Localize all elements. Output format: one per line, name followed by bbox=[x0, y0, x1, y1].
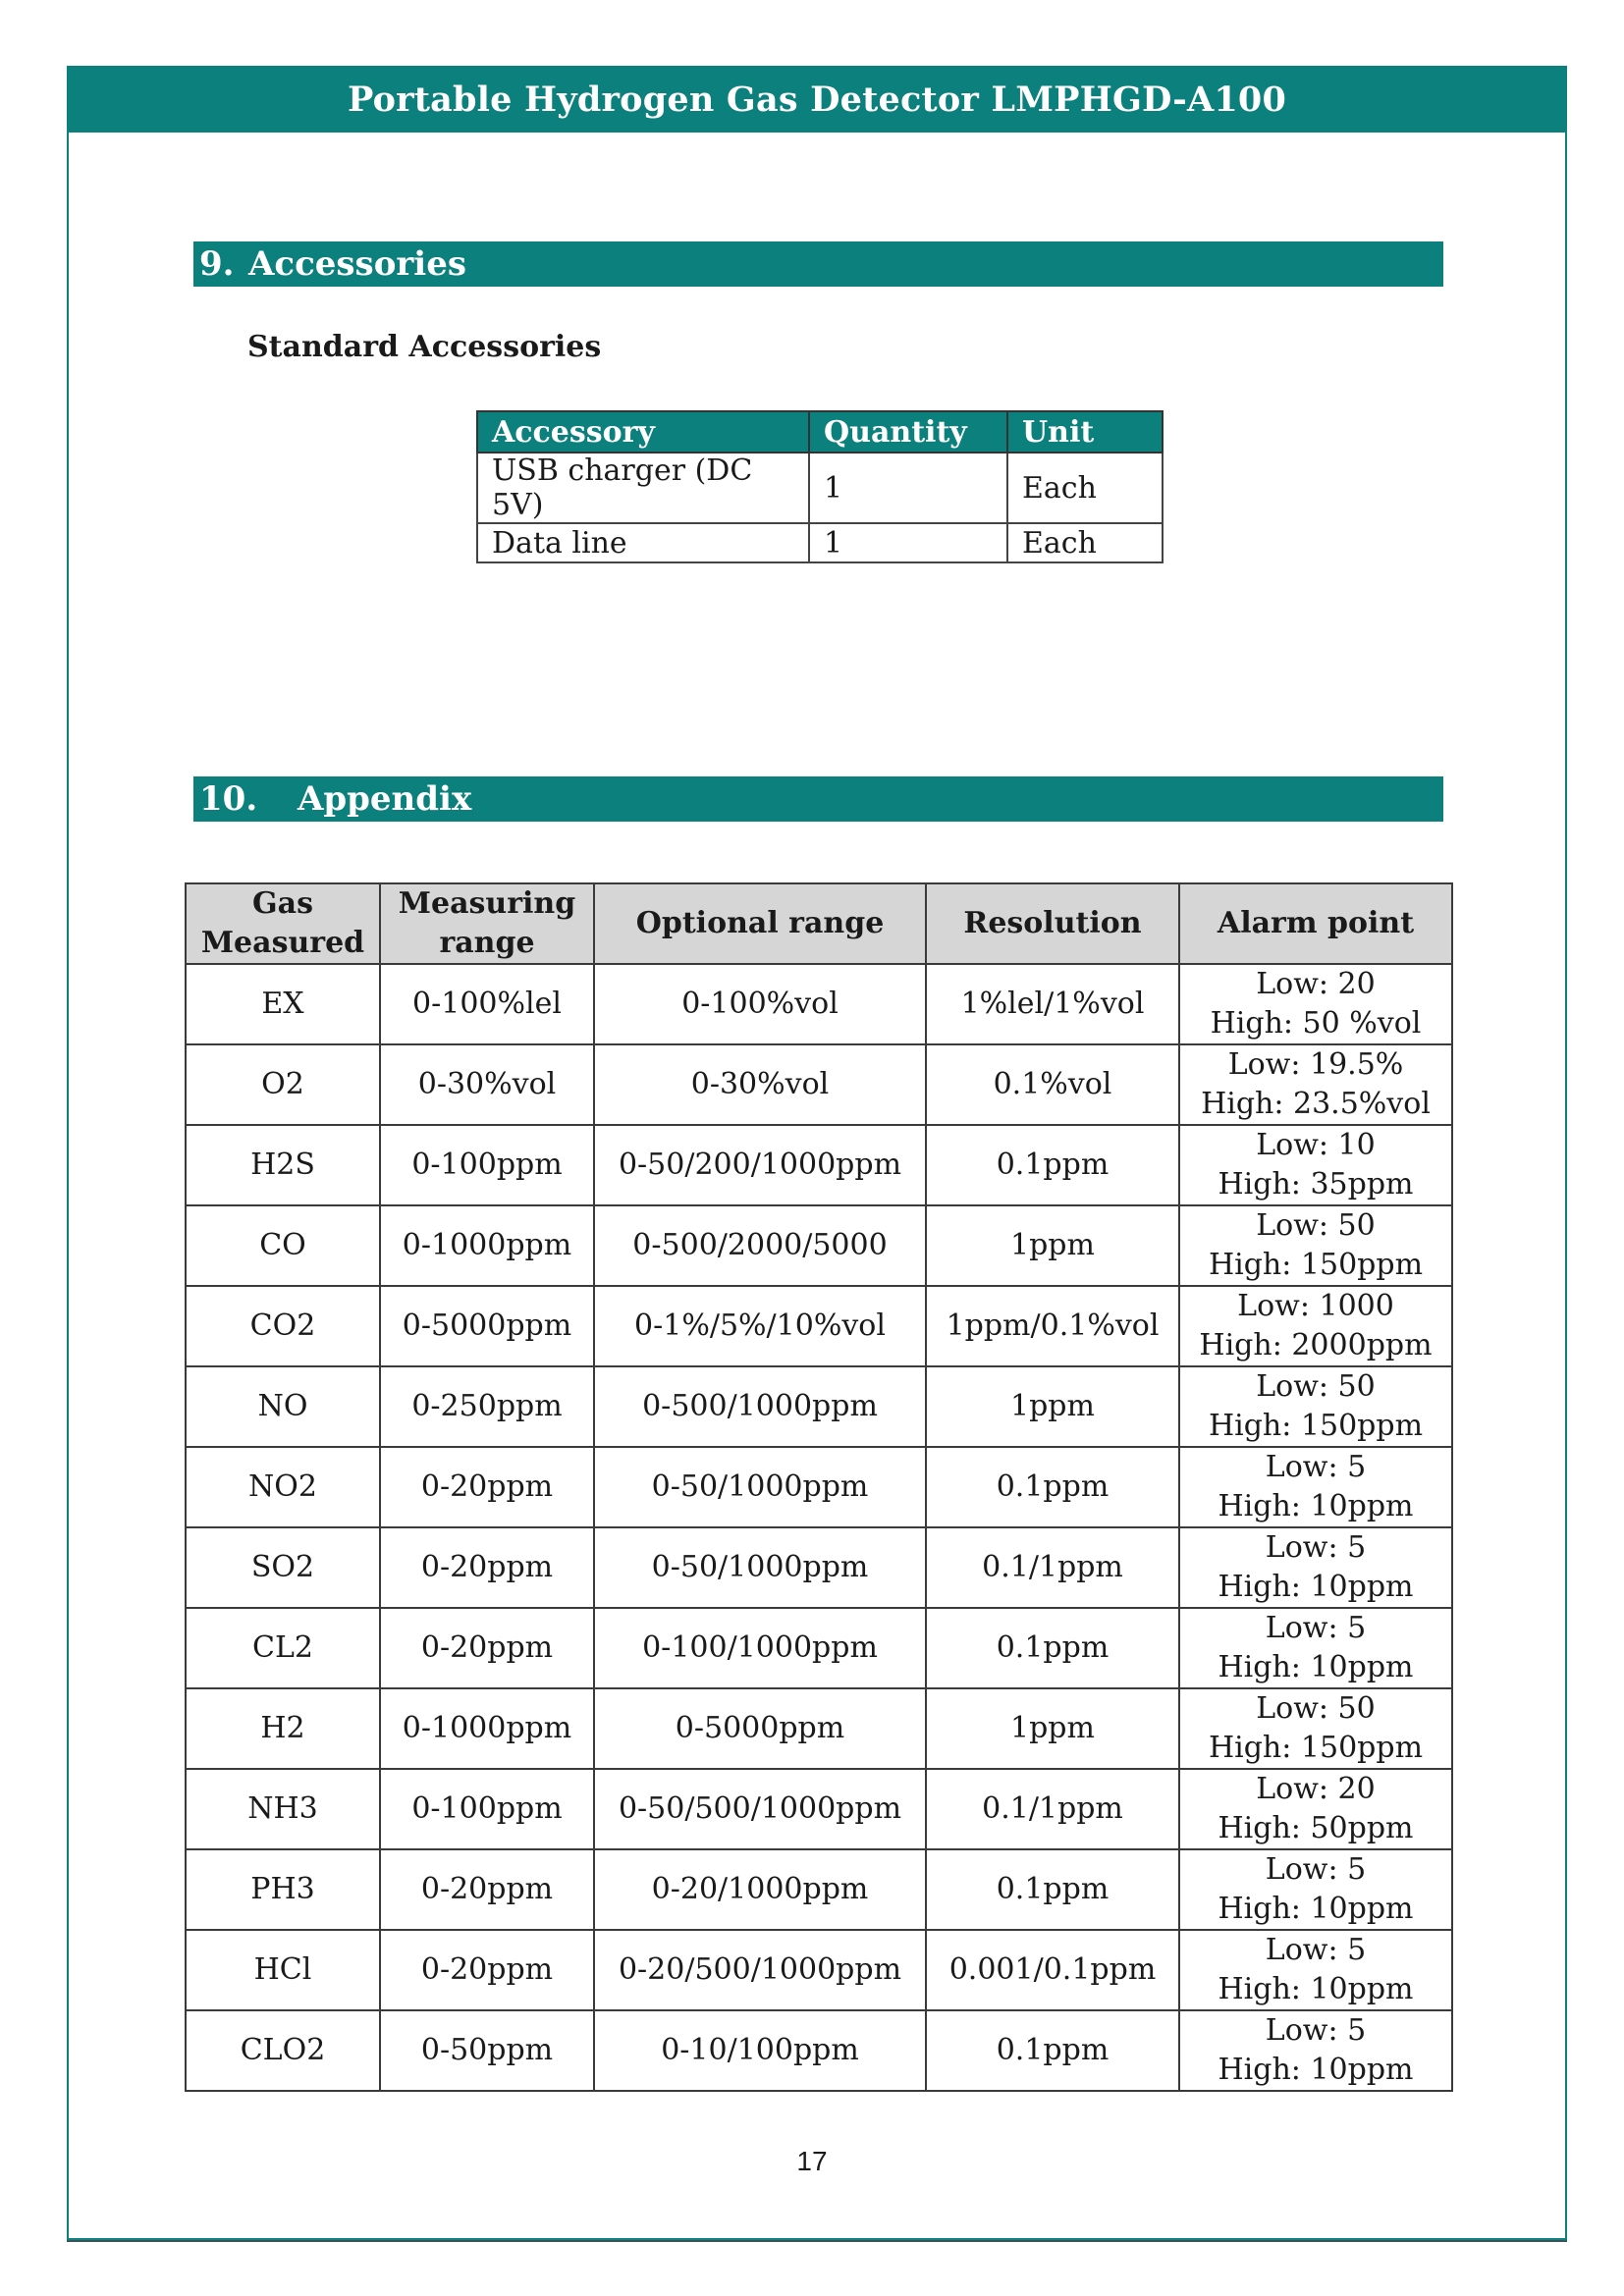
alarm-low: Low: 20 bbox=[1256, 1772, 1376, 1806]
section-number: 9. bbox=[199, 244, 235, 284]
table-row bbox=[186, 1205, 1452, 1286]
column-header: Optional range bbox=[594, 883, 926, 964]
cell-optional: 0-100%vol bbox=[594, 964, 926, 1044]
cell-measuring: 0-20ppm bbox=[380, 1527, 594, 1608]
cell-measuring: 0-100%lel bbox=[380, 964, 594, 1044]
cell-alarm-point bbox=[1179, 1205, 1452, 1286]
alarm-high: High: 10ppm bbox=[1218, 1489, 1414, 1523]
table-row bbox=[477, 453, 1163, 523]
cell-measuring: 0-20ppm bbox=[380, 1447, 594, 1527]
cell-alarm-point bbox=[1179, 1366, 1452, 1447]
section-heading-accessories bbox=[193, 241, 1443, 287]
cell-optional: 0-20/500/1000ppm bbox=[594, 1930, 926, 2010]
section-title: Appendix bbox=[298, 779, 472, 819]
accessories-table bbox=[476, 410, 1164, 563]
cell-alarm-point bbox=[1179, 1769, 1452, 1849]
section-title: Accessories bbox=[248, 244, 466, 284]
cell-optional: 0-5000ppm bbox=[594, 1688, 926, 1769]
table-header-row bbox=[186, 883, 1452, 964]
column-header: Alarm point bbox=[1179, 883, 1452, 964]
table-cell: 1 bbox=[809, 523, 1007, 562]
cell-optional: 0-1%/5%/10%vol bbox=[594, 1286, 926, 1366]
cell-gas: EX bbox=[186, 964, 380, 1044]
cell-alarm-point bbox=[1179, 1930, 1452, 2010]
alarm-low: Low: 5 bbox=[1265, 2013, 1367, 2048]
alarm-high: High: 10ppm bbox=[1218, 1972, 1414, 2006]
alarm-high: High: 2000ppm bbox=[1199, 1328, 1433, 1362]
cell-resolution: 1ppm/0.1%vol bbox=[926, 1286, 1179, 1366]
cell-alarm-point bbox=[1179, 1849, 1452, 1930]
cell-optional: 0-50/1000ppm bbox=[594, 1447, 926, 1527]
cell-measuring: 0-20ppm bbox=[380, 1849, 594, 1930]
cell-resolution: 1ppm bbox=[926, 1688, 1179, 1769]
table-cell: USB charger (DC 5V) bbox=[477, 453, 809, 523]
page-number: 17 bbox=[796, 2146, 828, 2176]
cell-alarm-point bbox=[1179, 1286, 1452, 1366]
cell-gas: CLO2 bbox=[186, 2010, 380, 2091]
alarm-low: Low: 50 bbox=[1256, 1208, 1376, 1243]
cell-measuring: 0-30%vol bbox=[380, 1044, 594, 1125]
cell-resolution: 1ppm bbox=[926, 1366, 1179, 1447]
cell-measuring: 0-20ppm bbox=[380, 1608, 594, 1688]
table-row bbox=[186, 2010, 1452, 2091]
table-row bbox=[186, 1286, 1452, 1366]
cell-optional: 0-10/100ppm bbox=[594, 2010, 926, 2091]
cell-gas: HCl bbox=[186, 1930, 380, 2010]
column-header: Quantity bbox=[809, 411, 1007, 453]
cell-gas: NH3 bbox=[186, 1769, 380, 1849]
cell-resolution: 1%lel/1%vol bbox=[926, 964, 1179, 1044]
column-header: Measuring range bbox=[380, 883, 594, 964]
cell-gas: H2S bbox=[186, 1125, 380, 1205]
cell-measuring: 0-5000ppm bbox=[380, 1286, 594, 1366]
cell-optional: 0-50/200/1000ppm bbox=[594, 1125, 926, 1205]
cell-gas: SO2 bbox=[186, 1527, 380, 1608]
table-cell: Each bbox=[1007, 523, 1163, 562]
cell-alarm-point bbox=[1179, 1608, 1452, 1688]
cell-resolution: 0.1ppm bbox=[926, 1608, 1179, 1688]
cell-alarm-point bbox=[1179, 1125, 1452, 1205]
alarm-low: Low: 5 bbox=[1265, 1933, 1367, 1967]
table-cell: 1 bbox=[809, 453, 1007, 523]
cell-gas: NO bbox=[186, 1366, 380, 1447]
table-row bbox=[186, 1044, 1452, 1125]
gas-spec-table bbox=[185, 882, 1453, 2092]
alarm-low: Low: 19.5% bbox=[1227, 1047, 1404, 1082]
alarm-low: Low: 5 bbox=[1265, 1450, 1367, 1484]
table-cell: Data line bbox=[477, 523, 809, 562]
document-header bbox=[67, 66, 1567, 133]
alarm-high: High: 150ppm bbox=[1208, 1731, 1424, 1765]
alarm-low: Low: 50 bbox=[1256, 1369, 1376, 1404]
table-row bbox=[186, 1447, 1452, 1527]
cell-measuring: 0-100ppm bbox=[380, 1769, 594, 1849]
cell-resolution: 0.1/1ppm bbox=[926, 1769, 1179, 1849]
table-row bbox=[186, 964, 1452, 1044]
alarm-high: High: 35ppm bbox=[1218, 1167, 1414, 1201]
cell-measuring: 0-20ppm bbox=[380, 1930, 594, 2010]
cell-resolution: 0.1ppm bbox=[926, 2010, 1179, 2091]
cell-resolution: 0.1%vol bbox=[926, 1044, 1179, 1125]
alarm-high: High: 10ppm bbox=[1218, 1570, 1414, 1604]
table-row bbox=[477, 523, 1163, 562]
cell-optional: 0-500/2000/5000 bbox=[594, 1205, 926, 1286]
cell-alarm-point bbox=[1179, 1044, 1452, 1125]
table-row bbox=[186, 1125, 1452, 1205]
table-row bbox=[186, 1930, 1452, 2010]
cell-alarm-point bbox=[1179, 1527, 1452, 1608]
alarm-high: High: 10ppm bbox=[1218, 2053, 1414, 2087]
table-row bbox=[186, 1849, 1452, 1930]
cell-measuring: 0-1000ppm bbox=[380, 1688, 594, 1769]
cell-optional: 0-20/1000ppm bbox=[594, 1849, 926, 1930]
cell-optional: 0-50/500/1000ppm bbox=[594, 1769, 926, 1849]
column-header: Unit bbox=[1007, 411, 1163, 453]
alarm-low: Low: 5 bbox=[1265, 1852, 1367, 1887]
cell-measuring: 0-100ppm bbox=[380, 1125, 594, 1205]
alarm-high: High: 50 %vol bbox=[1210, 1006, 1422, 1041]
alarm-high: High: 10ppm bbox=[1218, 1650, 1414, 1684]
alarm-low: Low: 20 bbox=[1256, 967, 1376, 1001]
cell-resolution: 0.1/1ppm bbox=[926, 1527, 1179, 1608]
cell-resolution: 0.1ppm bbox=[926, 1447, 1179, 1527]
alarm-low: Low: 5 bbox=[1265, 1611, 1367, 1645]
column-header: Gas Measured bbox=[186, 883, 380, 964]
column-header: Accessory bbox=[477, 411, 809, 453]
cell-gas: NO2 bbox=[186, 1447, 380, 1527]
table-row bbox=[186, 1608, 1452, 1688]
alarm-high: High: 23.5%vol bbox=[1201, 1087, 1431, 1121]
alarm-high: High: 150ppm bbox=[1208, 1409, 1424, 1443]
cell-optional: 0-30%vol bbox=[594, 1044, 926, 1125]
section-number: 10. bbox=[199, 779, 258, 819]
table-row bbox=[186, 1769, 1452, 1849]
column-header: Resolution bbox=[926, 883, 1179, 964]
cell-gas: PH3 bbox=[186, 1849, 380, 1930]
table-row bbox=[186, 1688, 1452, 1769]
cell-gas: CL2 bbox=[186, 1608, 380, 1688]
table-row bbox=[186, 1527, 1452, 1608]
alarm-high: High: 150ppm bbox=[1208, 1248, 1424, 1282]
alarm-high: High: 50ppm bbox=[1218, 1811, 1414, 1845]
cell-resolution: 0.1ppm bbox=[926, 1125, 1179, 1205]
cell-alarm-point bbox=[1179, 1688, 1452, 1769]
table-header-row bbox=[477, 411, 1163, 453]
cell-alarm-point bbox=[1179, 964, 1452, 1044]
cell-gas: CO2 bbox=[186, 1286, 380, 1366]
cell-measuring: 0-50ppm bbox=[380, 2010, 594, 2091]
document-title: Portable Hydrogen Gas Detector LMPHGD-A100 bbox=[348, 79, 1286, 120]
cell-alarm-point bbox=[1179, 2010, 1452, 2091]
cell-measuring: 0-1000ppm bbox=[380, 1205, 594, 1286]
alarm-low: Low: 50 bbox=[1256, 1691, 1376, 1726]
section-heading-appendix bbox=[193, 776, 1443, 822]
table-row bbox=[186, 1366, 1452, 1447]
cell-alarm-point bbox=[1179, 1447, 1452, 1527]
alarm-high: High: 10ppm bbox=[1218, 1892, 1414, 1926]
alarm-low: Low: 5 bbox=[1265, 1530, 1367, 1565]
cell-resolution: 1ppm bbox=[926, 1205, 1179, 1286]
cell-measuring: 0-250ppm bbox=[380, 1366, 594, 1447]
table-cell: Each bbox=[1007, 453, 1163, 523]
cell-optional: 0-50/1000ppm bbox=[594, 1527, 926, 1608]
cell-resolution: 0.001/0.1ppm bbox=[926, 1930, 1179, 2010]
alarm-low: Low: 10 bbox=[1256, 1128, 1376, 1162]
cell-optional: 0-100/1000ppm bbox=[594, 1608, 926, 1688]
cell-gas: CO bbox=[186, 1205, 380, 1286]
alarm-low: Low: 1000 bbox=[1237, 1289, 1394, 1323]
cell-gas: H2 bbox=[186, 1688, 380, 1769]
subheading-standard-accessories: Standard Accessories bbox=[247, 330, 602, 364]
cell-resolution: 0.1ppm bbox=[926, 1849, 1179, 1930]
cell-gas: O2 bbox=[186, 1044, 380, 1125]
cell-optional: 0-500/1000ppm bbox=[594, 1366, 926, 1447]
